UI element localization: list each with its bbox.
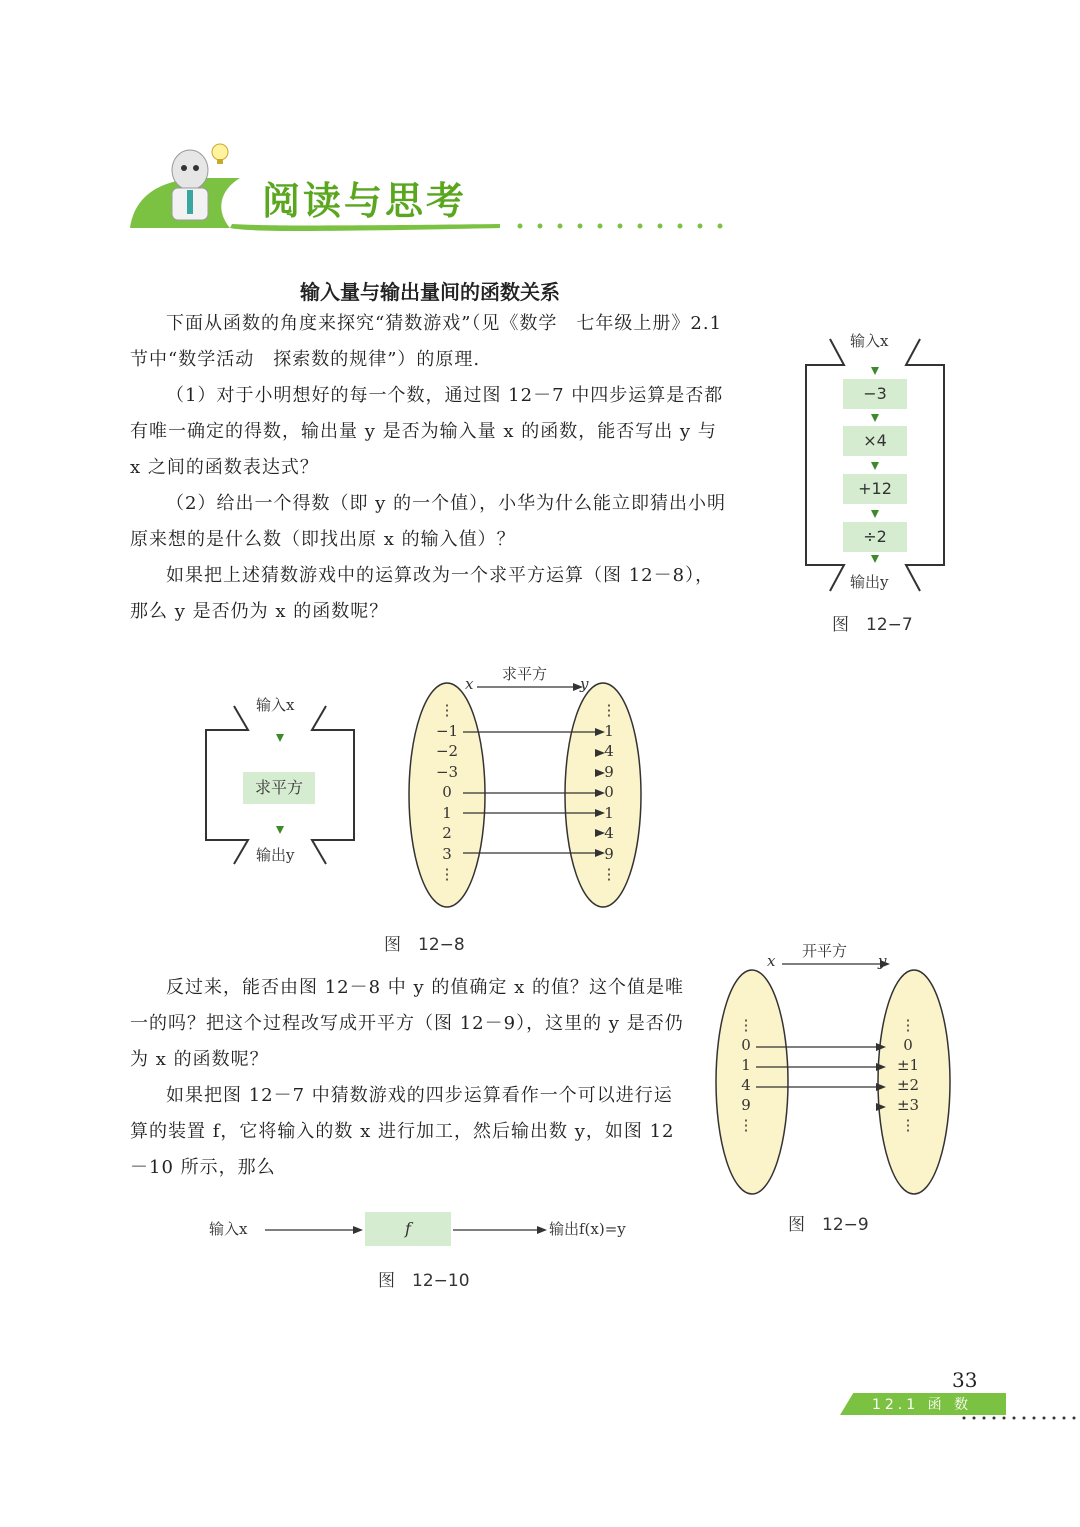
- value-label: ±3: [896, 1096, 920, 1114]
- function-box: f: [365, 1212, 451, 1246]
- value-label: 4: [604, 742, 614, 760]
- value-label: ±1: [896, 1056, 920, 1074]
- paragraph: 如果把图 12－7 中猜数游戏的四步运算看作一个可以进行运算的装置 f，它将输入的数 x 进行加工，然后输出数 y，如图 12－10 所示，那么: [130, 1085, 675, 1178]
- page-number: 33: [952, 1368, 978, 1392]
- output-label: 输出f(x)=y: [549, 1220, 626, 1238]
- x-var-label: x: [465, 675, 474, 693]
- value-label: 1: [741, 1056, 751, 1074]
- op-subtract: −3: [843, 379, 907, 409]
- figure-caption: 图 12−9: [788, 1215, 869, 1235]
- body-text-top: [130, 306, 730, 630]
- value-label: ⋮: [601, 701, 617, 719]
- op-square: 求平方: [243, 772, 315, 804]
- map-label: 求平方: [502, 665, 548, 683]
- body-text-bottom: [130, 970, 690, 1186]
- value-label: −3: [435, 762, 459, 781]
- paragraph: （1）对于小明想好的每一个数，通过图 12－7 中四步运算是否都有唯一确定的得数，输出量 y 是否为输入量 x 的函数，能否写出 y 与 x 之间的函数表达式？: [130, 385, 724, 478]
- value-label: 0: [604, 783, 614, 801]
- output-label: 输出y: [850, 573, 889, 591]
- value-label: ⋮: [601, 865, 617, 883]
- value-label: 4: [604, 824, 614, 842]
- mascot-icon: [172, 150, 208, 220]
- x-var-label: x: [767, 952, 776, 970]
- y-var-label: y: [580, 675, 589, 693]
- value-label: ⋮: [738, 1016, 754, 1034]
- paragraph: （2）给出一个得数（即 y 的一个值），小华为什么能立即猜出小明原来想的是什么数（即找出原 x 的输入值）？: [130, 493, 727, 550]
- figure-caption: 图 12−8: [384, 935, 465, 955]
- figure-12-7: [800, 325, 950, 595]
- value-label: −1: [435, 721, 459, 740]
- input-label: 输入x: [209, 1220, 248, 1238]
- value-label: ⋮: [738, 1116, 754, 1134]
- value-label: 3: [442, 844, 452, 863]
- page-title: 阅读与思考: [262, 179, 468, 223]
- footer-dots: [960, 1414, 1076, 1422]
- figure-12-9-mapping: [712, 940, 957, 1200]
- value-label: 1: [604, 721, 614, 740]
- section-title: 输入量与输出量间的函数关系: [300, 280, 560, 304]
- op-add: +12: [843, 474, 907, 504]
- y-var-label: y: [878, 952, 887, 970]
- value-label: 0: [741, 1036, 751, 1054]
- figure-12-8-machine: [200, 690, 360, 880]
- output-label: 输出y: [256, 846, 295, 864]
- value-label: ⋮: [439, 701, 455, 719]
- value-label: ⋮: [439, 865, 455, 883]
- machine-frame: [800, 325, 950, 595]
- value-label: 0: [903, 1036, 913, 1054]
- value-label: 0: [442, 783, 452, 801]
- map-label: 开平方: [802, 942, 848, 960]
- paragraph: 反过来，能否由图 12－8 中 y 的值确定 x 的值？这个值是唯一的吗？把这个过程改写成开平方（图 12－9），这里的 y 是否仍为 x 的函数呢？: [130, 977, 685, 1070]
- lightbulb-icon: [212, 144, 228, 164]
- paragraph: 如果把上述猜数游戏中的运算改为一个求平方运算（图 12－8），那么 y 是否仍为 x 的函数呢？: [130, 565, 715, 622]
- value-label: 9: [604, 762, 614, 781]
- footer-section-label: 12.1 函 数: [872, 1397, 973, 1413]
- paragraph: 下面从函数的角度来探究“猜数游戏”（见《数学 七年级上册》2.1 节中“数学活动 探索数的规律”）的原理.: [130, 313, 723, 370]
- value-label: ⋮: [900, 1116, 916, 1134]
- value-label: 1: [442, 803, 452, 822]
- figure-12-8-mapping: [405, 655, 645, 910]
- value-label: 9: [741, 1096, 751, 1114]
- value-label: ⋮: [900, 1016, 916, 1034]
- input-label: 输入x: [256, 696, 295, 714]
- op-multiply: ×4: [843, 426, 907, 456]
- op-divide: ÷2: [843, 522, 907, 552]
- figure-12-10: [205, 1210, 665, 1250]
- value-label: 1: [604, 803, 614, 822]
- input-label: 输入x: [850, 332, 889, 350]
- figure-caption: 图 12−10: [378, 1271, 470, 1291]
- figure-caption: 图 12−7: [832, 615, 913, 635]
- banner-dots: [518, 224, 723, 229]
- value-label: 4: [741, 1076, 751, 1094]
- value-label: 9: [604, 844, 614, 863]
- value-label: 2: [442, 824, 452, 842]
- value-label: ±2: [896, 1076, 920, 1094]
- value-label: −2: [435, 742, 459, 760]
